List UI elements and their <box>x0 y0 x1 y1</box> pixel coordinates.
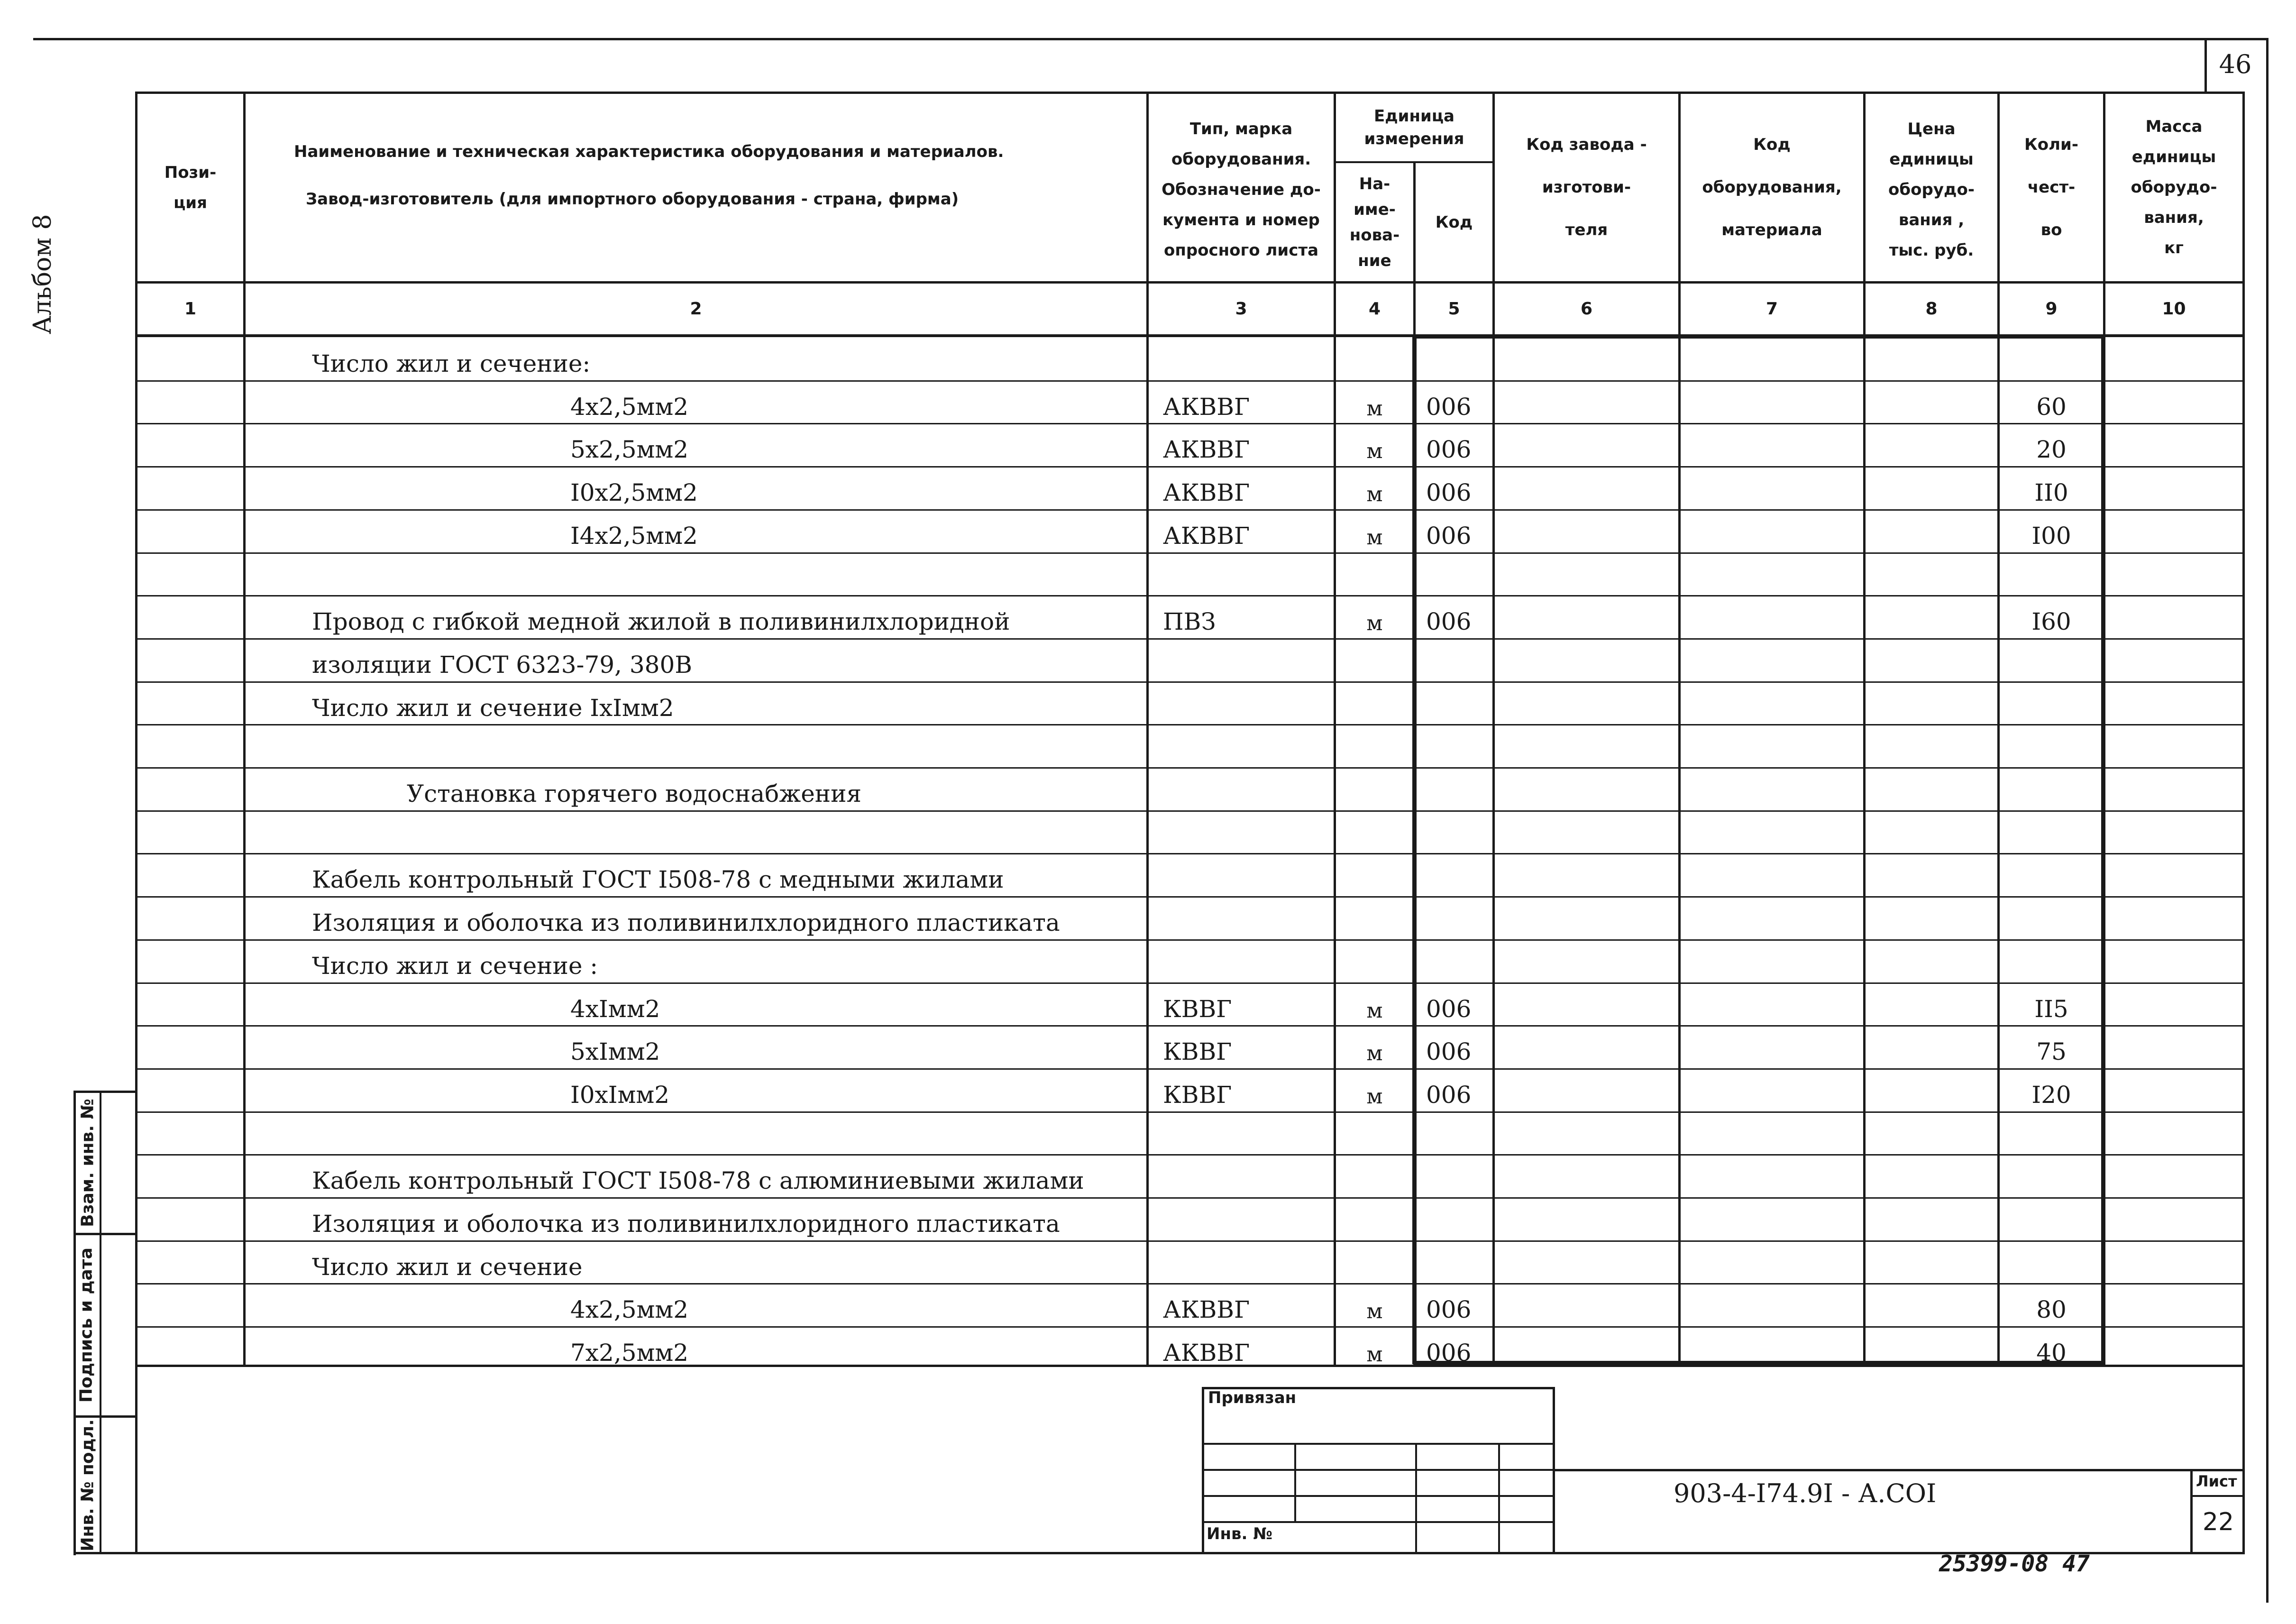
side-stamp-inv-podl: Инв. № подл. <box>78 1419 98 1551</box>
row-quantity: I00 <box>2031 522 2071 550</box>
colnum-10: 10 <box>2162 299 2186 319</box>
row-code <box>1416 337 1492 380</box>
row-type <box>1149 853 1334 896</box>
row-unit: м <box>1366 611 1383 635</box>
tb-main-top <box>1553 1469 2245 1471</box>
colnum-5: 5 <box>1448 299 1460 319</box>
row-unit <box>1336 681 1413 725</box>
row-code: 006 <box>1426 1081 1472 1109</box>
row-unit: м <box>1366 439 1383 463</box>
header-name-line2: Завод-изготовитель (для импортного оборудования - страна, фирма) <box>306 190 959 209</box>
row-name <box>246 724 1146 767</box>
header-unit-group: Единица измерения <box>1364 107 1464 148</box>
row-type: КВВГ <box>1163 1081 1232 1109</box>
row-type: ПВЗ <box>1163 608 1216 635</box>
right-border-line <box>2266 38 2269 1603</box>
header-name-line1: Наименование и техническая характеристика оборудования и материалов. <box>294 142 1004 161</box>
row-unit <box>1336 1240 1413 1284</box>
colnum-1: 1 <box>184 299 197 319</box>
colnum-3: 3 <box>1235 299 1247 319</box>
row-quantity <box>2000 681 2103 725</box>
row-code <box>1416 552 1492 596</box>
row-unit: м <box>1366 1299 1383 1323</box>
header-price: Цена единицы оборудо- вания , тыс. руб. <box>1888 119 1975 260</box>
row-quantity: 60 <box>2036 393 2067 421</box>
col-line-6 <box>1678 92 1681 1367</box>
row-code: 006 <box>1426 995 1472 1023</box>
row-type <box>1149 638 1334 681</box>
row-code <box>1416 1154 1492 1197</box>
row-code <box>1416 896 1492 939</box>
tb-v1 <box>1294 1443 1296 1521</box>
row-unit: м <box>1366 482 1383 506</box>
tb-h2 <box>1202 1469 1555 1471</box>
colnum-6: 6 <box>1580 299 1593 319</box>
row-type: АКВВГ <box>1163 1339 1250 1367</box>
row-name: I0х2,5мм2 <box>570 479 698 506</box>
bottom-code: 25399-08 47 <box>1939 1551 2090 1577</box>
row-name: Изоляция и оболочка из поливинилхлоридного пластиката <box>312 909 1060 936</box>
row-type: АКВВГ <box>1163 522 1250 550</box>
row-code: 006 <box>1426 479 1472 506</box>
colnum-7: 7 <box>1765 299 1778 319</box>
row-code <box>1416 810 1492 853</box>
col-line-5 <box>1492 92 1495 1367</box>
row-type <box>1149 552 1334 596</box>
row-type <box>1149 896 1334 939</box>
row-name: I0хIмм2 <box>570 1081 670 1109</box>
row-quantity: 80 <box>2036 1296 2067 1323</box>
row-type: АКВВГ <box>1163 436 1250 463</box>
col-line-7 <box>1863 92 1866 1367</box>
tb-v3 <box>1498 1443 1500 1554</box>
header-unit-code: Код <box>1435 212 1473 232</box>
row-code: 006 <box>1426 1038 1472 1065</box>
table-top-border <box>135 92 2245 94</box>
row-name: Число жил и сечение: <box>312 350 591 377</box>
header-material-code: Код оборудования, материала <box>1702 135 1842 239</box>
top-border-line <box>33 38 2269 40</box>
header-factory-code: Код завода - изготови- теля <box>1526 135 1647 239</box>
tb-h1 <box>1202 1443 1555 1445</box>
row-quantity <box>2000 1197 2103 1240</box>
row-name: I4х2,5мм2 <box>570 522 698 550</box>
row-quantity <box>2000 552 2103 596</box>
row-unit <box>1336 939 1413 982</box>
header-type: Тип, марка оборудования. Обозначение до- кумента и номер опросного листа <box>1162 119 1321 260</box>
row-quantity <box>2000 939 2103 982</box>
row-type: АКВВГ <box>1163 1296 1250 1323</box>
row-quantity: I20 <box>2031 1081 2071 1109</box>
row-quantity <box>2000 853 2103 896</box>
row-code: 006 <box>1426 522 1472 550</box>
inv-no-label: Инв. № <box>1207 1524 1273 1543</box>
row-code: 006 <box>1426 1339 1472 1367</box>
row-quantity: II0 <box>2034 479 2068 506</box>
row-name: 7х2,5мм2 <box>570 1339 689 1367</box>
row-code: 006 <box>1426 436 1472 463</box>
row-name <box>246 552 1146 596</box>
album-label: Альбом 8 <box>28 214 57 334</box>
row-name: Установка горячего водоснабжения <box>407 780 861 807</box>
side-stamp-vzam: Взам. инв. № <box>78 1099 98 1227</box>
row-name: Провод с гибкой медной жилой в поливинилхлоридной <box>312 608 1010 635</box>
row-unit <box>1336 810 1413 853</box>
row-quantity: II5 <box>2034 995 2068 1023</box>
row-code <box>1416 1197 1492 1240</box>
row-quantity: 75 <box>2036 1038 2067 1065</box>
privyazan-label: Привязан <box>1208 1388 1297 1407</box>
row-code <box>1416 853 1492 896</box>
row-type <box>1149 1240 1334 1284</box>
tb-list-h <box>2190 1495 2245 1497</box>
row-unit: м <box>1366 999 1383 1023</box>
row-code: 006 <box>1426 608 1472 635</box>
header-unit-name: На- име- нова- ние <box>1349 174 1400 270</box>
row-unit: м <box>1366 525 1383 550</box>
row-quantity: 20 <box>2036 436 2067 463</box>
row-name: Число жил и сечение : <box>312 952 598 980</box>
row-quantity: I60 <box>2031 608 2071 635</box>
row-code <box>1416 681 1492 725</box>
row-name <box>246 1111 1146 1155</box>
row-type: КВВГ <box>1163 1038 1232 1065</box>
row-type <box>1149 939 1334 982</box>
header-position: Пози- ция <box>164 163 217 212</box>
row-unit: м <box>1366 1342 1383 1367</box>
row-type <box>1149 681 1334 725</box>
row-quantity <box>2000 1154 2103 1197</box>
row-unit <box>1336 853 1413 896</box>
row-name: Кабель контрольный ГОСТ I508-78 с алюминиевыми жилами <box>312 1167 1084 1194</box>
row-type <box>1149 724 1334 767</box>
row-type <box>1149 1111 1334 1155</box>
row-code <box>1416 767 1492 810</box>
row-unit <box>1336 1111 1413 1155</box>
row-type: АКВВГ <box>1163 479 1250 506</box>
row-unit <box>1336 767 1413 810</box>
row-code <box>1416 724 1492 767</box>
row-unit <box>1336 1197 1413 1240</box>
row-name: Изоляция и оболочка из поливинилхлоридного пластиката <box>312 1210 1060 1238</box>
row-quantity <box>2000 638 2103 681</box>
header-mass: Масса единицы оборудо- вания, кг <box>2131 117 2217 257</box>
row-code <box>1416 939 1492 982</box>
tb-v2 <box>1415 1443 1417 1554</box>
row-name: 4х2,5мм2 <box>570 393 689 421</box>
colnum-4: 4 <box>1368 299 1381 319</box>
row-type: КВВГ <box>1163 995 1232 1023</box>
row-name: 4хIмм2 <box>570 995 660 1023</box>
row-unit: м <box>1366 396 1383 421</box>
row-quantity <box>2000 1240 2103 1284</box>
row-quantity <box>2000 896 2103 939</box>
colnum-8: 8 <box>1925 299 1938 319</box>
page-number: 46 <box>2219 49 2252 79</box>
row-quantity <box>2000 1111 2103 1155</box>
row-quantity <box>2000 724 2103 767</box>
row-quantity: 40 <box>2036 1339 2067 1367</box>
row-code <box>1416 638 1492 681</box>
row-type <box>1149 767 1334 810</box>
document-code: 903-4-I74.9I - А.СОI <box>1674 1478 1937 1508</box>
side-stamp-podpis: Подпись и дата <box>76 1248 96 1403</box>
row-unit: м <box>1366 1084 1383 1109</box>
row-code <box>1416 1240 1492 1284</box>
row-quantity <box>2000 810 2103 853</box>
row-name: Кабель контрольный ГОСТ I508-78 с медными жилами <box>312 866 1004 893</box>
row-quantity <box>2000 767 2103 810</box>
colnum-9: 9 <box>2045 299 2058 319</box>
row-type <box>1149 1154 1334 1197</box>
row-unit <box>1336 337 1413 380</box>
row-type <box>1149 1197 1334 1240</box>
row-unit <box>1336 896 1413 939</box>
row-code: 006 <box>1426 1296 1472 1323</box>
row-code: 006 <box>1426 393 1472 421</box>
header-quantity: Коли- чест- во <box>2024 135 2078 239</box>
tb-h3 <box>1202 1495 1555 1497</box>
row-type <box>1149 810 1334 853</box>
row-name <box>246 810 1146 853</box>
row-quantity <box>2000 337 2103 380</box>
tb-h4 <box>1202 1521 1555 1523</box>
row-unit <box>1336 1154 1413 1197</box>
row-unit <box>1336 724 1413 767</box>
list-number: 22 <box>2202 1508 2234 1536</box>
row-type: АКВВГ <box>1163 393 1250 421</box>
row-name: Число жил и сечение <box>312 1253 583 1281</box>
tb-bottom <box>135 1552 2245 1554</box>
row-code <box>1416 1111 1492 1155</box>
row-unit <box>1336 638 1413 681</box>
row-name: изоляции ГОСТ 6323-79, 380В <box>312 651 693 679</box>
row-name: Число жил и сечение IхIмм2 <box>312 694 674 722</box>
list-label: Лист <box>2196 1472 2237 1490</box>
row-unit: м <box>1366 1041 1383 1065</box>
row-unit <box>1336 552 1413 596</box>
row-name: 4х2,5мм2 <box>570 1296 689 1323</box>
row-name: 5х2,5мм2 <box>570 436 689 463</box>
colnum-2: 2 <box>690 299 702 319</box>
row-name: 5хIмм2 <box>570 1038 660 1065</box>
row-type <box>1149 337 1334 380</box>
